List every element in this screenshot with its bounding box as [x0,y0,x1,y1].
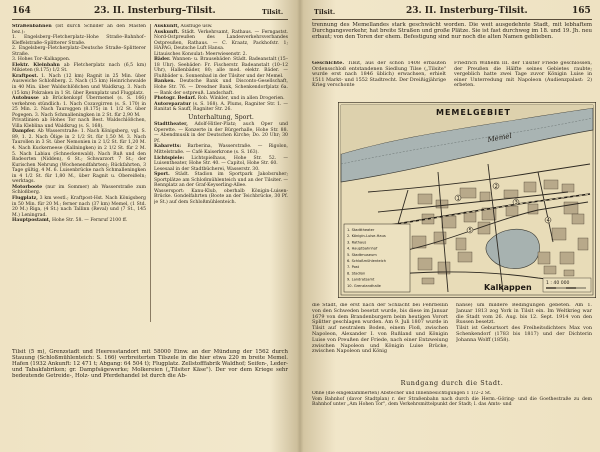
map-block [456,238,466,250]
paragraph [312,397,592,408]
paragraph [154,102,288,113]
map-legend-item: 1. Stadttheater [347,228,375,232]
map-block [442,216,456,228]
paragraph [12,185,146,196]
paragraph-text: Litauisches Konsulat: Meerwiesenstr. 2. [154,51,248,57]
paragraph [12,46,146,57]
paragraph [12,118,146,129]
paragraph-lead: Dampfer. [12,129,36,135]
map-legend-item: 6. Schloßmühlenteich [347,259,386,263]
paragraph-text: (s. S. 168). A. Plums, Ragniter Str. 1. — Ranitat & Sauff, Ragniter Str. 26. [154,101,288,113]
map-block [460,188,476,198]
paragraph-text: 3. Hohes Tor–Kalkappen. [12,57,71,63]
paragraph-text: Ausflüge usw. [179,24,213,29]
paragraph-text: (Ist durch Schilder an den Masten bez.): [12,24,146,35]
paragraph-text: Ohne (die eingeklammerten) Abstecher und Innenbesichtigungen 1 1/2–2 St. [312,391,492,396]
right-column-right [454,61,592,101]
paragraph-text: 3 km westl.; Kraftpost-Hst. Nach Königsberg in 50 Min. für 20 M.; ferner nach (37 km) Memel, (1 Std. 20 M.) Riga, (4 St.) nach Tallinn (Reval) und (7 St., 145 M.) Leningrad. [12,195,146,218]
paragraph [154,30,288,52]
paragraph [154,79,288,96]
running-head-place-left: Tilsit. [262,8,284,16]
map-block [578,238,588,250]
paragraph [12,35,146,46]
paragraph-text: Friedrich Wilhelm III. der Tilsiter Friede geschlossen, der Preußen die Hälfte seines Gebietes raubte; vergeblich hatte zwei Tage zuvor Königin Luise in einer Unterredung mit Napoleon (Audienzpalast: 2) erbeten. [454,61,592,89]
right-footer-text [312,391,592,449]
paragraph [312,303,448,355]
map-block [560,252,574,264]
left-column-1 [12,24,146,324]
paragraph-text: Tilsit ist Geburtsort des Freiheitsdichters Max von Schenkendorf (1783 bis 1817) und der Dichterin Johanna Wolff (1858). [456,325,592,343]
paragraph [12,129,146,184]
map-block [412,236,426,248]
paragraph-text: Wassersport: Kanu-Klub, oberhalb Königin-Luisen-Brücke. Gondelfahrten (Boote an der Teichbrücke, 30 Pf. je St.) auf dem Schloßmühlenteich. [154,188,288,205]
svg-text:1: 1 [456,195,460,202]
paragraph-lead: Flugplatz, [12,195,38,201]
paragraph-lead: Lichtspiele: [154,155,185,161]
paragraph [154,122,288,144]
svg-text:5: 5 [468,227,472,234]
paragraph [12,63,146,74]
paragraph-text: Wannen- u. Brausebäder: Städt. Badeanstalt (15–18 Uhr). Seebäder: Fr. Fischerstr. Badeanstalt (10–12 Uhr), Hallenbäder, 80; alle mod. elektr. Bäder. — Flußbäder u. Sonnenbad in der Tilsiter und der Memel. [154,57,288,79]
map-legend-item: 2. Königin-Luise-Haus [347,234,386,239]
map-river-label: Memel [486,131,513,144]
section-heading: Unterhaltung, Sport. [188,113,254,121]
paragraph-text: Städt. Stadion im Sportpark Jakobsruher; Sportplätze am Schloßmühlenteich und an der Tilsiter. — Rennplatz an der Graf-Keyserling-Allee. [154,172,288,189]
paragraph-lead: Autoreparatur [154,101,191,107]
map-block [552,228,566,240]
map-block [422,278,434,284]
paragraph-lead: Hauptpostamt, [12,218,51,224]
paragraph-text: Privatlinien ab Hohes Tor nach Best. Waldschlößchen, Villa Kleblina und Waldkrug (s. S. 168). [12,118,146,129]
svg-text:4: 4 [546,217,550,224]
column-divider [150,24,151,322]
left-page [0,0,296,452]
paragraph-text: hanse) um mildere Bedingungen gebeten. Am 1. Januar 1813 zog York in Tilsit ein. Im Weltkrieg war die Stadt vom 26. Aug. bis 12. Sept. 1914 von den Russen besetzt. [456,303,592,326]
map-block [418,194,432,204]
paragraph-lead: Straßenbahnen [12,24,52,29]
header-rule-right [312,19,592,20]
paragraph [12,74,146,96]
paragraph [454,61,592,89]
map-block [480,192,490,201]
running-head-place-right: Tilsit. [314,8,336,16]
left-bottom-text [12,349,288,449]
map-block [544,180,558,189]
paragraph-lead: Banken. [154,79,176,85]
paragraph-text: 1. Engelsberg–Fletcherplatz–Hohe Straße–Bahnhof–Kleffelstraße–Splitterer Straße. [12,35,146,46]
paragraph-lead: Auskunft, [154,24,180,29]
page-number-right: 165 [572,6,591,16]
left-column-2 [154,24,288,324]
paragraph-lead: Elektr. Kleinbahn [12,62,60,68]
running-head-left: 23. II. Insterburg–Tilsit. [94,6,216,16]
map-scale: 1 : 40 000 [546,281,570,286]
city-map [338,102,596,298]
paragraph-lead: Stadttheater, [154,122,188,128]
paragraph [12,24,146,35]
paragraph-text: ab Brückenkopf Übermemel (s. S. 166) verkehren stündlich: 1. Nach Cozavgirren (s. S. 170) in 25 Min. 2. Nach Tauroggen (8.175) in 1 1/2 St. über Pogegen. 3. Nach Schmalleningken in 2 St. für 2,90 M. [12,96,146,118]
paragraph-lead: Kabaretts: [154,144,182,150]
paragraph-text: die Stadt, die erst nach der Schlacht bei Fehrbellin von den Schweden besetzt wurde, bis diese im Januar 1679 von dem Brandenburgern beim heutigen Vorort Splitter geschlagen wurden. Am 9. Juli 1807 wurde in Tilsit auf neutralem Boden, einem Floß, zwischen Napoleon, Alexander I. von Rußland und Königin Luise von Preußen der Friede, nach einer Entzweiung zwischen Napoleon und Königin Luise Brücke, zwischen Napoleon und König [312,303,448,355]
paragraph [154,57,288,79]
paragraph-text: ab Fletcherplatz nach (6,5 km) Mikieten (8.175) 1/2 St. [12,62,146,74]
paragraph-text: Vom Bahnhof (davor Stadtplan) r. der Straßenbahn nach durch die Herm.-Göring- und die Goethestraße zu dem Bahnhof unter „Am Hohen Tor", dem Verkehrsmittelpunkt der Stadt; l. das Amts- und [312,396,592,408]
paragraph [154,172,288,189]
paragraph [154,156,288,167]
map-block [458,252,472,262]
paragraph-lead: Motorboote [12,184,43,190]
map-block [572,214,584,224]
paragraph-text: Ab Wasserstraße: 1. Nach Königsberg, vgl. S. 89, 1. 2. Nach Ölige in 2 1/2 St. für 1,50 M. 3. Nach Taurollen in 3 St. über Nemonien in 2 1/2 St. für 1,20 M. 4. Nach Kuckerneese (Kallningken) in 2 1/2 St. für 2 M. 5. Nach Labiau (Schneckenwald). Nach Ruß und den Badeorten (Nidden), 6 St.; Schwarzort 7 St.; der Kurischen Nehrung (Wochenendfahrten); Rückfahrten, 3 Tage gültig, 4 M. 6. Luisenbrücke nach Schmalleningken in 4 1/2 St. für 1,80 M., über Ragnit u. Obereißeln; werktags. [12,129,146,185]
map-block [436,200,448,208]
paragraph [154,144,288,155]
paragraph-text: Deutsche Bank und Disconto-Gesellschaft, Hohe Str. 76. — Dresdner Bank, Schenkendorfplatz 6a. — Bank der ostpreuß. Landschaft. [154,79,288,96]
map-legend-item: 4. Hauptbahnhof [347,246,378,251]
paragraph-lead: Photogr. Bedarf. [154,96,197,102]
paragraph [456,326,592,343]
paragraph [154,189,288,206]
svg-text:2: 2 [494,183,498,190]
paragraph [12,349,288,379]
paragraph-text: Städt. Verkehrsamt, Rathaus. — Ferngastst. Nord-Ostpreußen des Landesverkehrsverbandes Ostpreußen, Rathaus. — C. Kraatz, Packhofstr. 1; HAPAG, Deutsche Luft Hansa. [154,29,288,52]
map-title: MEMELGEBIET [436,108,511,117]
paragraph-text: (5 m), Grenzstadt und Heeresstandort mit 58000 Einw. an der Mündung der 1562 durch Stauung (Schloßmühlenteich: S. 166) verbreiterten Tilszele in die hier etwa 220 m breite Memel. Hafen (1932 Ankunft: 12 471 t; Abgang: 64 504 t); Flugplatz. Zellstofffabrik Waldhof; Seifen-, Leder- und Tabakfabriken; gr. Dampfsägewerke; Molkereien („Tilsiter Käse"). Der vor dem Kriege sehr bedeutende Getreide-, Holz- und Pferdehandel ist durch die Ab- [12,349,288,380]
map-block [564,270,574,276]
map-legend-item: 3. Rathaus [347,240,367,245]
paragraph-lead: Auskunft. [154,29,180,35]
paragraph-lead: Bäder. [154,57,171,63]
header-rule-left [12,19,288,20]
running-head-right: 23. II. Insterburg–Tilsit. [406,6,528,16]
paragraph-text: Barberina, Wasserstraße. — Rigolon, Mittelstraße. — Café Kaiserkrone (s. S. 163). [154,144,288,155]
map-block [538,252,550,264]
right-bottom-left-column [312,303,448,379]
map-block [524,182,536,192]
paragraph-text: Hohe Str. 58. — Fernruf 2100 ff. [50,218,128,224]
paragraph [12,96,146,118]
svg-text:3: 3 [514,199,518,206]
map-block [562,184,574,192]
paragraph [312,61,446,89]
page-number-left: 164 [12,6,31,16]
paragraph-text: Tilsit, aus der schon 1408 erbauten Ordensschloß entstandenen Siedlung Tilse („Tilsite" wurde erst nach 1846 üblich) erwachsen, erhielt 1511 Markt- und 1552 Stadtrecht. Der Dreißigjährige Krieg verschonte [312,61,446,89]
paragraph-text: trennung des Memellandes stark geschwächt worden. Die weit ausgedehnte Stadt, mit lebhaftem Durchgangsverkehr, hat breite Straßen und große Plätze. Sie ist fast durchweg im 18. und 19. Jh. neu erbaut; von den Toren der ehem. Befestigung sind nur noch die alten Namen geblieben. [312,22,592,41]
paragraph-text: 2. Engelsberg–Fletcherplatz–Deutsche Straße–Splitterer Straße. [12,46,146,57]
map-block [504,190,518,198]
paragraph-text: Lichtspielhaus, Hohe Str. 52. — Luisentheater, Hohe Str. 40. — Capitol, Hohe Str. 60. [154,155,288,167]
map-legend-item: 5. Stadtmuseum [347,252,377,257]
map-legend-item: 8. Stadion [347,271,366,276]
paragraph [12,196,146,218]
section-heading-rundgang: Rundgang durch die Stadt. [400,380,504,387]
paragraph-lead: Sport. [154,172,170,178]
paragraph-text: (nur im Sommer) ab Wasserstraße zum Schloßberg. [12,184,146,196]
paragraph [456,303,592,326]
paragraph-lead: Autobusse [12,96,39,102]
paragraph-lead: Kraftpost. [12,73,39,79]
map-legend-item: 7. Post [347,265,360,270]
paragraph-lead: Tilsit [12,349,26,355]
paragraph-text: Rob. Winkler, und in allen Drogerien. [196,96,285,102]
map-block [464,212,476,222]
map-block [418,258,432,270]
map-legend-item: 10. Grenzlandhalle [347,283,381,288]
paragraph-text: Lesesaal in der Stadtbücherei, Wasserstr. 30. [154,166,260,172]
paragraph-text: Adolf-Hitler-Platz; auch Oper und Operette. — Konzerte in der Bürgerhalle, Hohe Str. 88. — Abendmusik in der Deutschen Kirche; Do. 20 Uhr; 30 Pf. [154,122,288,144]
paragraph [312,22,592,40]
right-bottom-right-column [456,303,592,379]
paragraph [12,218,146,224]
map-block [506,206,518,216]
right-column-left [312,61,446,101]
map-district-label: Kalkappen [484,283,532,292]
paragraph-lead: Geschichte. [312,61,345,66]
map-legend-item: 9. Landratsamt [347,277,375,282]
paragraph-text: 1. Nach (12 km) Ragnit in 25 Min. über Ausweiche Schloßberg. 2. Nach (15 km) Heinrichswalde in 40 Min. über Waldschlößchen und Waldkrug. 3. Nach (15 km) Pokraken in 1 St. über Rennplatz und Flugplatz. [12,73,146,96]
right-top-text [312,22,592,60]
map-block [544,266,556,274]
